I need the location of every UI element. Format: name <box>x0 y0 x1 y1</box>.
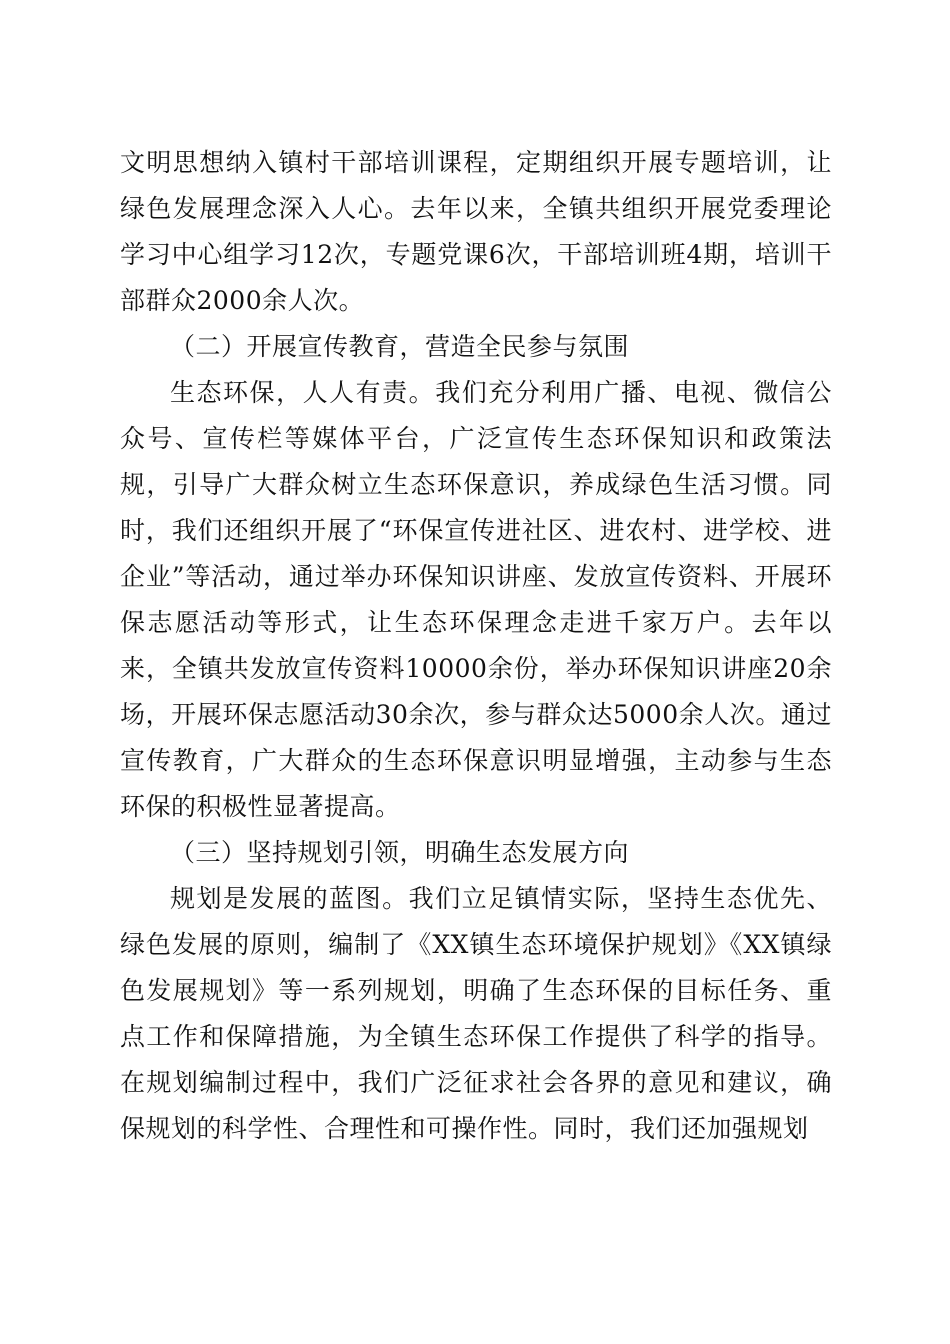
paragraph-planning: 规划是发展的蓝图。我们立足镇情实际，坚持生态优先、绿色发展的原则，编制了《XX镇生态环境保护规划》《XX镇绿色发展规划》等一系列规划，明确了生态环保的目标任务、重点工作和保障措施，为全镇生态环保工作提供了科学的指导。在规划编制过程中，我们广泛征求社会各界的意见和建议，确保规划的科学性、合理性和可操作性。同时，我们还加强规划 <box>120 884 832 1143</box>
section-heading-2: （二）开展宣传教育，营造全民参与氛围 <box>170 332 630 361</box>
section-heading-3: （三）坚持规划引领，明确生态发展方向 <box>170 838 630 867</box>
paragraph-publicity: 生态环保，人人有责。我们充分利用广播、电视、微信公众号、宣传栏等媒体平台，广泛宣传生态环保知识和政策法规，引导广大群众树立生态环保意识，养成绿色生活习惯。同时，我们还组织开展了“环保宣传进社区、进农村、进学校、进企业”等活动，通过举办环保知识讲座、发放宣传资料、开展环保志愿活动等形式，让生态环保理念走进千家万户。去年以来，全镇共发放宣传资料10000余份，举办环保知识讲座20余场，开展环保志愿活动30余次，参与群众达5000余人次。通过宣传教育，广大群众的生态环保意识明显增强，主动参与生态环保的积极性显著提高。 <box>120 378 832 821</box>
paragraph-continuation: 文明思想纳入镇村干部培训课程，定期组织开展专题培训，让绿色发展理念深入人心。去年以来，全镇共组织开展党委理论学习中心组学习12次，专题党课6次，干部培训班4期，培训干部群众2000余人次。 <box>120 148 832 315</box>
document-body <box>120 140 832 1152</box>
